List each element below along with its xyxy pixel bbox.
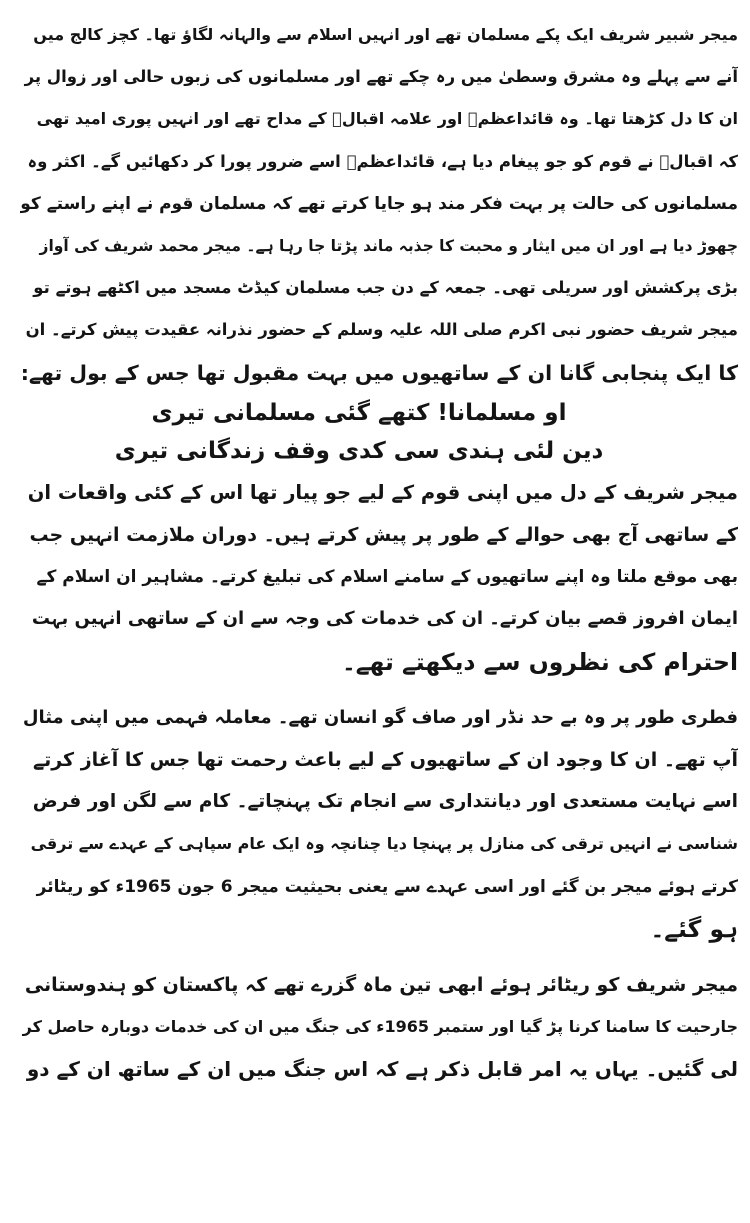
text-line: فطری طور پر وہ بے حد نڈر اور صاف گو انسان تھے۔ معاملہ فہمی میں اپنی مثال bbox=[22, 706, 738, 728]
text-line: میجر شبیر شریف ایک پکے مسلمان تھے اور انہیں اسلام سے والہانہ لگاؤ تھا۔ کچز کالج میں bbox=[33, 25, 738, 44]
text-line: کرتے ہوئے میجر بن گئے اور اسی عہدے سے یعنی بحیثیت میجر 6 جون 1965ء کو ریٹائر bbox=[36, 876, 738, 897]
text-line: احترام کی نظروں سے دیکھتے تھے۔ bbox=[341, 647, 738, 676]
text-line: ہو گئے۔ bbox=[650, 914, 738, 943]
text-line: مسلمانوں کی حالت پر بہت فکر مند ہو جایا کرتے تھے کہ مسلمان قوم نے اپنے راستے کو bbox=[20, 193, 738, 214]
text-line: ان کا دل کڑھتا تھا۔ وہ قائداعظمؒ اور علامہ اقبالؒ کے مداح تھے اور انہیں پوری امید تھی bbox=[36, 109, 738, 129]
paragraph-major-shabbir-islam bbox=[20, 14, 738, 394]
paragraph-character-and-career bbox=[20, 697, 738, 950]
text-line: میجر شریف کو ریٹائر ہوئے ابھی تین ماہ گزرے تھے کہ پاکستان کو ہندوستانی bbox=[24, 974, 738, 997]
text-line: شناسی نے انہیں ترقی کی منازل پر پہنچا دیا چنانچہ وہ ایک عام سپاہی کے عہدے سے ترقی bbox=[30, 834, 738, 854]
text-line: آنے سے پہلے وہ مشرق وسطیٰ میں رہ چکے تھے اور مسلمانوں کی زبوں حالی اور زوال پر bbox=[24, 67, 738, 87]
text-line: کا ایک پنجابی گانا ان کے ساتھیوں میں بہت مقبول تھا جس کے بول تھے: bbox=[20, 360, 738, 385]
text-line: میجر شریف حضور نبی اکرم صلی اللہ علیہ وسلم کے حضور نذرانہ عقیدت پیش کرتے۔ ان bbox=[25, 320, 738, 340]
text-line: میجر شریف کے دل میں اپنی قوم کے لیے جو پیار تھا اس کے کئی واقعات ان bbox=[27, 480, 738, 504]
text-line: چھوڑ دیا ہے اور ان میں ایثار و محبت کا جذبہ ماند پڑتا جا رہا ہے۔ میجر محمد شریف کی آواز bbox=[39, 237, 738, 256]
text-line: بڑی پرکشش اور سریلی تھی۔ جمعہ کے دن جب مسلمان کیڈٹ مسجد میں اکٹھے ہوتے تو bbox=[33, 278, 738, 298]
text-line: بھی موقع ملتا وہ اپنے ساتھیوں کے سامنے اسلام کی تبلیغ کرتے۔ مشاہیر ان اسلام کے bbox=[36, 567, 738, 588]
paragraph-love-for-nation bbox=[20, 472, 738, 683]
paragraph-1965-war bbox=[20, 964, 738, 1091]
text-line: اسے نہایت مستعدی اور دیانتداری سے انجام تک پہنچاتے۔ کام سے لگن اور فرض bbox=[32, 791, 738, 813]
text-line: جارحیت کا سامنا کرنا پڑ گیا اور ستمبر 1965ء کی جنگ میں ان کی خدمات دوبارہ حاصل کر bbox=[22, 1017, 738, 1037]
text-line: لی گئیں۔ یہاں یہ امر قابل ذکر ہے کہ اس جنگ میں ان کے ساتھ ان کے دو bbox=[26, 1057, 738, 1082]
punjabi-verse bbox=[20, 394, 738, 470]
verse-line: دین لئی ہندی سی کدی وقف زندگانی تیری bbox=[114, 437, 604, 464]
text-line: کہ اقبالؒ نے قوم کو جو پیغام دیا ہے، قائداعظمؒ اسے ضرور پورا کر دکھائیں گے۔ اکثر وہ bbox=[27, 151, 738, 171]
verse-line: او مسلمانا! کتھے گئی مسلمانی تیری bbox=[151, 399, 567, 426]
text-line: کے ساتھی آج بھی حوالے کے طور پر پیش کرتے ہیں۔ دوران ملازمت انہیں جب bbox=[29, 524, 738, 547]
text-line: آپ تھے۔ ان کا وجود ان کے ساتھیوں کے لیے باعث رحمت تھا جس کا آغاز کرتے bbox=[32, 749, 738, 772]
document-page bbox=[20, 14, 738, 1214]
text-line: ایمان افروز قصے بیان کرتے۔ ان کی خدمات کی وجہ سے ان کے ساتھی انہیں بہت bbox=[31, 608, 738, 630]
